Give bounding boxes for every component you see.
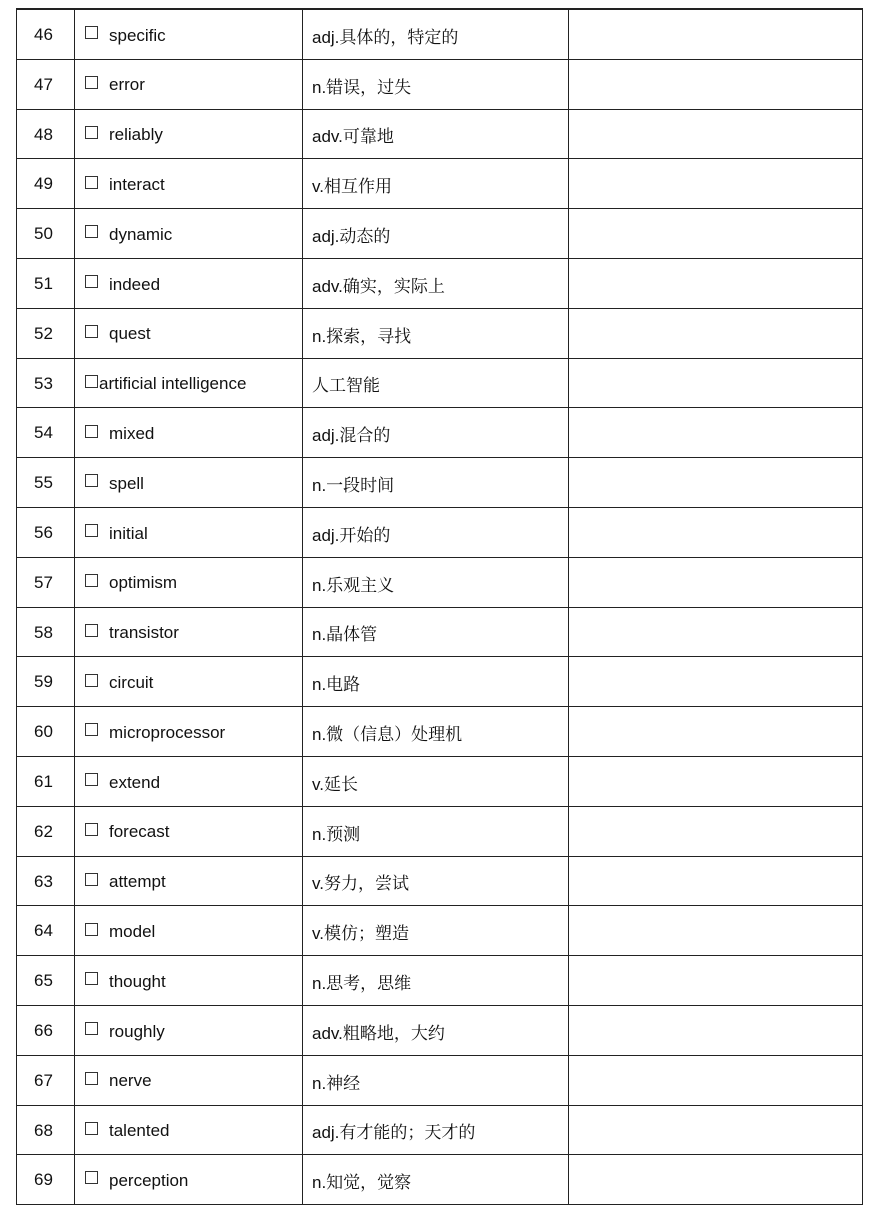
notes-cell[interactable] — [569, 458, 863, 508]
english-word: dynamic — [109, 224, 173, 244]
row-number: 50 — [34, 224, 53, 244]
notes-cell[interactable] — [569, 59, 863, 109]
table-row — [17, 756, 863, 806]
table-row — [17, 159, 863, 209]
english-word: attempt — [109, 872, 166, 892]
checkbox-icon[interactable] — [85, 76, 98, 89]
definition-cell — [303, 906, 569, 956]
chinese-definition: v.相互作用 — [312, 177, 392, 197]
row-number: 66 — [34, 1020, 53, 1040]
row-number-cell — [17, 557, 75, 607]
row-number: 62 — [34, 821, 53, 841]
notes-cell[interactable] — [569, 109, 863, 159]
row-number: 56 — [34, 522, 53, 542]
notes-cell[interactable] — [569, 607, 863, 657]
word-cell — [75, 607, 303, 657]
english-word: quest — [109, 324, 151, 344]
definition-cell — [303, 1005, 569, 1055]
definition-cell — [303, 557, 569, 607]
word-cell — [75, 9, 303, 59]
vocabulary-table — [16, 8, 863, 1205]
row-number-cell — [17, 806, 75, 856]
row-number-cell — [17, 408, 75, 458]
definition-cell — [303, 258, 569, 308]
chinese-definition: n.思考，思维 — [312, 974, 412, 994]
word-cell — [75, 59, 303, 109]
table-row — [17, 1155, 863, 1205]
notes-cell[interactable] — [569, 9, 863, 59]
chinese-definition: n.探索，寻找 — [312, 326, 412, 346]
word-cell — [75, 707, 303, 757]
word-cell — [75, 856, 303, 906]
table-row — [17, 856, 863, 906]
word-cell — [75, 1105, 303, 1155]
english-word: optimism — [109, 573, 178, 593]
chinese-definition: adj.有才能的；天才的 — [312, 1123, 476, 1143]
english-word: transistor — [109, 623, 179, 643]
notes-cell[interactable] — [569, 159, 863, 209]
definition-cell — [303, 308, 569, 358]
table-row — [17, 806, 863, 856]
chinese-definition: adj.开始的 — [312, 525, 391, 545]
checkbox-icon[interactable] — [85, 574, 98, 587]
english-word: spell — [109, 473, 144, 493]
word-cell — [75, 358, 303, 408]
checkbox-icon[interactable] — [85, 972, 98, 985]
row-number-cell — [17, 756, 75, 806]
definition-cell — [303, 159, 569, 209]
row-number-cell — [17, 59, 75, 109]
notes-cell[interactable] — [569, 258, 863, 308]
definition-cell — [303, 9, 569, 59]
word-cell — [75, 657, 303, 707]
english-word: roughly — [109, 1021, 165, 1041]
table-row — [17, 657, 863, 707]
english-word: forecast — [109, 822, 170, 842]
english-word: nerve — [109, 1071, 152, 1091]
word-cell — [75, 806, 303, 856]
row-number: 65 — [34, 971, 53, 991]
row-number: 47 — [34, 74, 53, 94]
word-cell — [75, 1155, 303, 1205]
english-word: indeed — [109, 274, 161, 294]
row-number-cell — [17, 458, 75, 508]
row-number-cell — [17, 258, 75, 308]
chinese-definition: n.知觉，觉察 — [312, 1173, 412, 1193]
word-cell — [75, 209, 303, 259]
row-number-cell — [17, 109, 75, 159]
chinese-definition: adv.确实，实际上 — [312, 276, 445, 296]
row-number: 67 — [34, 1070, 53, 1090]
chinese-definition: n.乐观主义 — [312, 575, 395, 595]
table-row — [17, 109, 863, 159]
checkbox-icon[interactable] — [85, 375, 98, 388]
row-number: 53 — [34, 373, 53, 393]
table-row — [17, 1105, 863, 1155]
notes-cell[interactable] — [569, 557, 863, 607]
definition-cell — [303, 507, 569, 557]
english-word: talented — [109, 1121, 170, 1141]
chinese-definition: adj.具体的，特定的 — [312, 27, 459, 47]
row-number: 46 — [34, 25, 53, 44]
notes-cell[interactable] — [569, 308, 863, 358]
table-row — [17, 209, 863, 259]
checkbox-icon[interactable] — [85, 474, 98, 487]
checkbox-icon[interactable] — [85, 773, 98, 786]
chinese-definition: adj.动态的 — [312, 227, 391, 247]
definition-cell — [303, 209, 569, 259]
english-word: initial — [109, 523, 148, 543]
definition-cell — [303, 756, 569, 806]
notes-cell[interactable] — [569, 707, 863, 757]
english-word: error — [109, 75, 145, 95]
notes-cell[interactable] — [569, 408, 863, 458]
english-word: specific — [109, 25, 166, 45]
row-number: 48 — [34, 124, 53, 144]
table-row — [17, 258, 863, 308]
checkbox-icon[interactable] — [85, 1122, 98, 1135]
checkbox-icon[interactable] — [85, 176, 98, 189]
chinese-definition: n.电路 — [312, 675, 361, 695]
row-number-cell — [17, 607, 75, 657]
notes-cell[interactable] — [569, 1005, 863, 1055]
checkbox-icon[interactable] — [85, 1171, 98, 1184]
checkbox-icon[interactable] — [85, 425, 98, 438]
definition-cell — [303, 856, 569, 906]
definition-cell — [303, 657, 569, 707]
checkbox-icon[interactable] — [85, 126, 98, 139]
english-word: model — [109, 922, 156, 941]
row-number: 54 — [34, 423, 53, 443]
word-cell — [75, 507, 303, 557]
checkbox-icon[interactable] — [85, 26, 98, 39]
row-number-cell — [17, 209, 75, 259]
table-row — [17, 408, 863, 458]
row-number: 52 — [34, 323, 53, 343]
row-number: 64 — [34, 921, 53, 941]
checkbox-icon[interactable] — [85, 723, 98, 736]
checkbox-icon[interactable] — [85, 325, 98, 338]
row-number: 60 — [34, 722, 53, 742]
chinese-definition: n.微（信息）处理机 — [312, 725, 463, 745]
definition-cell — [303, 707, 569, 757]
chinese-definition: adv.可靠地 — [312, 127, 394, 147]
row-number-cell — [17, 906, 75, 956]
checkbox-icon[interactable] — [85, 1022, 98, 1035]
word-cell — [75, 906, 303, 956]
notes-cell[interactable] — [569, 756, 863, 806]
notes-cell[interactable] — [569, 956, 863, 1006]
table-row — [17, 9, 863, 59]
english-word: artificial intelligence — [99, 374, 247, 394]
row-number-cell — [17, 1155, 75, 1205]
table-row — [17, 707, 863, 757]
definition-cell — [303, 408, 569, 458]
checkbox-icon[interactable] — [85, 823, 98, 836]
definition-cell — [303, 1055, 569, 1105]
row-number-cell — [17, 358, 75, 408]
notes-cell[interactable] — [569, 1155, 863, 1205]
row-number: 69 — [34, 1170, 53, 1190]
table-row — [17, 956, 863, 1006]
table-row — [17, 1055, 863, 1105]
row-number-cell — [17, 9, 75, 59]
checkbox-icon[interactable] — [85, 225, 98, 238]
checkbox-icon[interactable] — [85, 1072, 98, 1085]
row-number-cell — [17, 856, 75, 906]
english-word: interact — [109, 175, 165, 195]
chinese-definition: v.努力，尝试 — [312, 874, 409, 894]
table-row — [17, 1005, 863, 1055]
english-word: circuit — [109, 673, 154, 693]
word-cell — [75, 756, 303, 806]
chinese-definition: v.模仿；塑造 — [312, 924, 409, 944]
chinese-definition: n.错误，过失 — [312, 77, 412, 97]
row-number-cell — [17, 707, 75, 757]
chinese-definition: n.一段时间 — [312, 476, 395, 496]
checkbox-icon[interactable] — [85, 275, 98, 288]
chinese-definition: n.神经 — [312, 1073, 361, 1093]
notes-cell[interactable] — [569, 507, 863, 557]
row-number: 59 — [34, 672, 53, 692]
english-word: extend — [109, 772, 161, 792]
checkbox-icon[interactable] — [85, 624, 98, 637]
row-number: 55 — [34, 473, 53, 493]
chinese-definition: adj.混合的 — [312, 426, 391, 446]
word-cell — [75, 557, 303, 607]
table-row — [17, 507, 863, 557]
notes-cell[interactable] — [569, 1055, 863, 1105]
english-word: reliably — [109, 125, 163, 145]
definition-cell — [303, 458, 569, 508]
row-number-cell — [17, 308, 75, 358]
definition-cell — [303, 1105, 569, 1155]
english-word: mixed — [109, 424, 155, 444]
row-number: 68 — [34, 1120, 53, 1140]
notes-cell[interactable] — [569, 657, 863, 707]
definition-cell — [303, 358, 569, 408]
row-number-cell — [17, 1055, 75, 1105]
notes-cell[interactable] — [569, 906, 863, 956]
chinese-definition: n.晶体管 — [312, 625, 378, 645]
checkbox-icon[interactable] — [85, 524, 98, 537]
table-row — [17, 557, 863, 607]
checkbox-icon[interactable] — [85, 674, 98, 687]
table-row — [17, 607, 863, 657]
word-cell — [75, 308, 303, 358]
definition-cell — [303, 109, 569, 159]
row-number-cell — [17, 956, 75, 1006]
chinese-definition: adv.粗略地，大约 — [312, 1023, 445, 1043]
row-number-cell — [17, 657, 75, 707]
row-number-cell — [17, 507, 75, 557]
notes-cell[interactable] — [569, 856, 863, 906]
vocabulary-table-body — [17, 9, 863, 1205]
checkbox-icon[interactable] — [85, 923, 98, 936]
notes-cell[interactable] — [569, 358, 863, 408]
word-cell — [75, 1005, 303, 1055]
word-cell — [75, 956, 303, 1006]
chinese-definition: 人工智能 — [312, 376, 380, 396]
row-number: 58 — [34, 622, 53, 642]
definition-cell — [303, 59, 569, 109]
english-word: thought — [109, 971, 166, 991]
definition-cell — [303, 806, 569, 856]
definition-cell — [303, 956, 569, 1006]
checkbox-icon[interactable] — [85, 873, 98, 886]
row-number: 49 — [34, 174, 53, 194]
row-number-cell — [17, 1005, 75, 1055]
word-cell — [75, 258, 303, 308]
definition-cell — [303, 607, 569, 657]
word-cell — [75, 109, 303, 159]
notes-cell[interactable] — [569, 1105, 863, 1155]
table-row — [17, 59, 863, 109]
row-number: 51 — [34, 273, 53, 293]
word-cell — [75, 458, 303, 508]
definition-cell — [303, 1155, 569, 1205]
word-cell — [75, 408, 303, 458]
table-row — [17, 906, 863, 956]
row-number: 61 — [34, 771, 53, 791]
row-number-cell — [17, 1105, 75, 1155]
english-word: perception — [109, 1170, 189, 1190]
row-number-cell — [17, 159, 75, 209]
chinese-definition: v.延长 — [312, 774, 358, 794]
word-cell — [75, 159, 303, 209]
english-word: microprocessor — [109, 722, 226, 742]
row-number: 57 — [34, 572, 53, 592]
table-row — [17, 358, 863, 408]
row-number: 63 — [34, 871, 53, 891]
notes-cell[interactable] — [569, 806, 863, 856]
table-row — [17, 308, 863, 358]
notes-cell[interactable] — [569, 209, 863, 259]
chinese-definition: n.预测 — [312, 824, 361, 844]
word-cell — [75, 1055, 303, 1105]
table-row — [17, 458, 863, 508]
